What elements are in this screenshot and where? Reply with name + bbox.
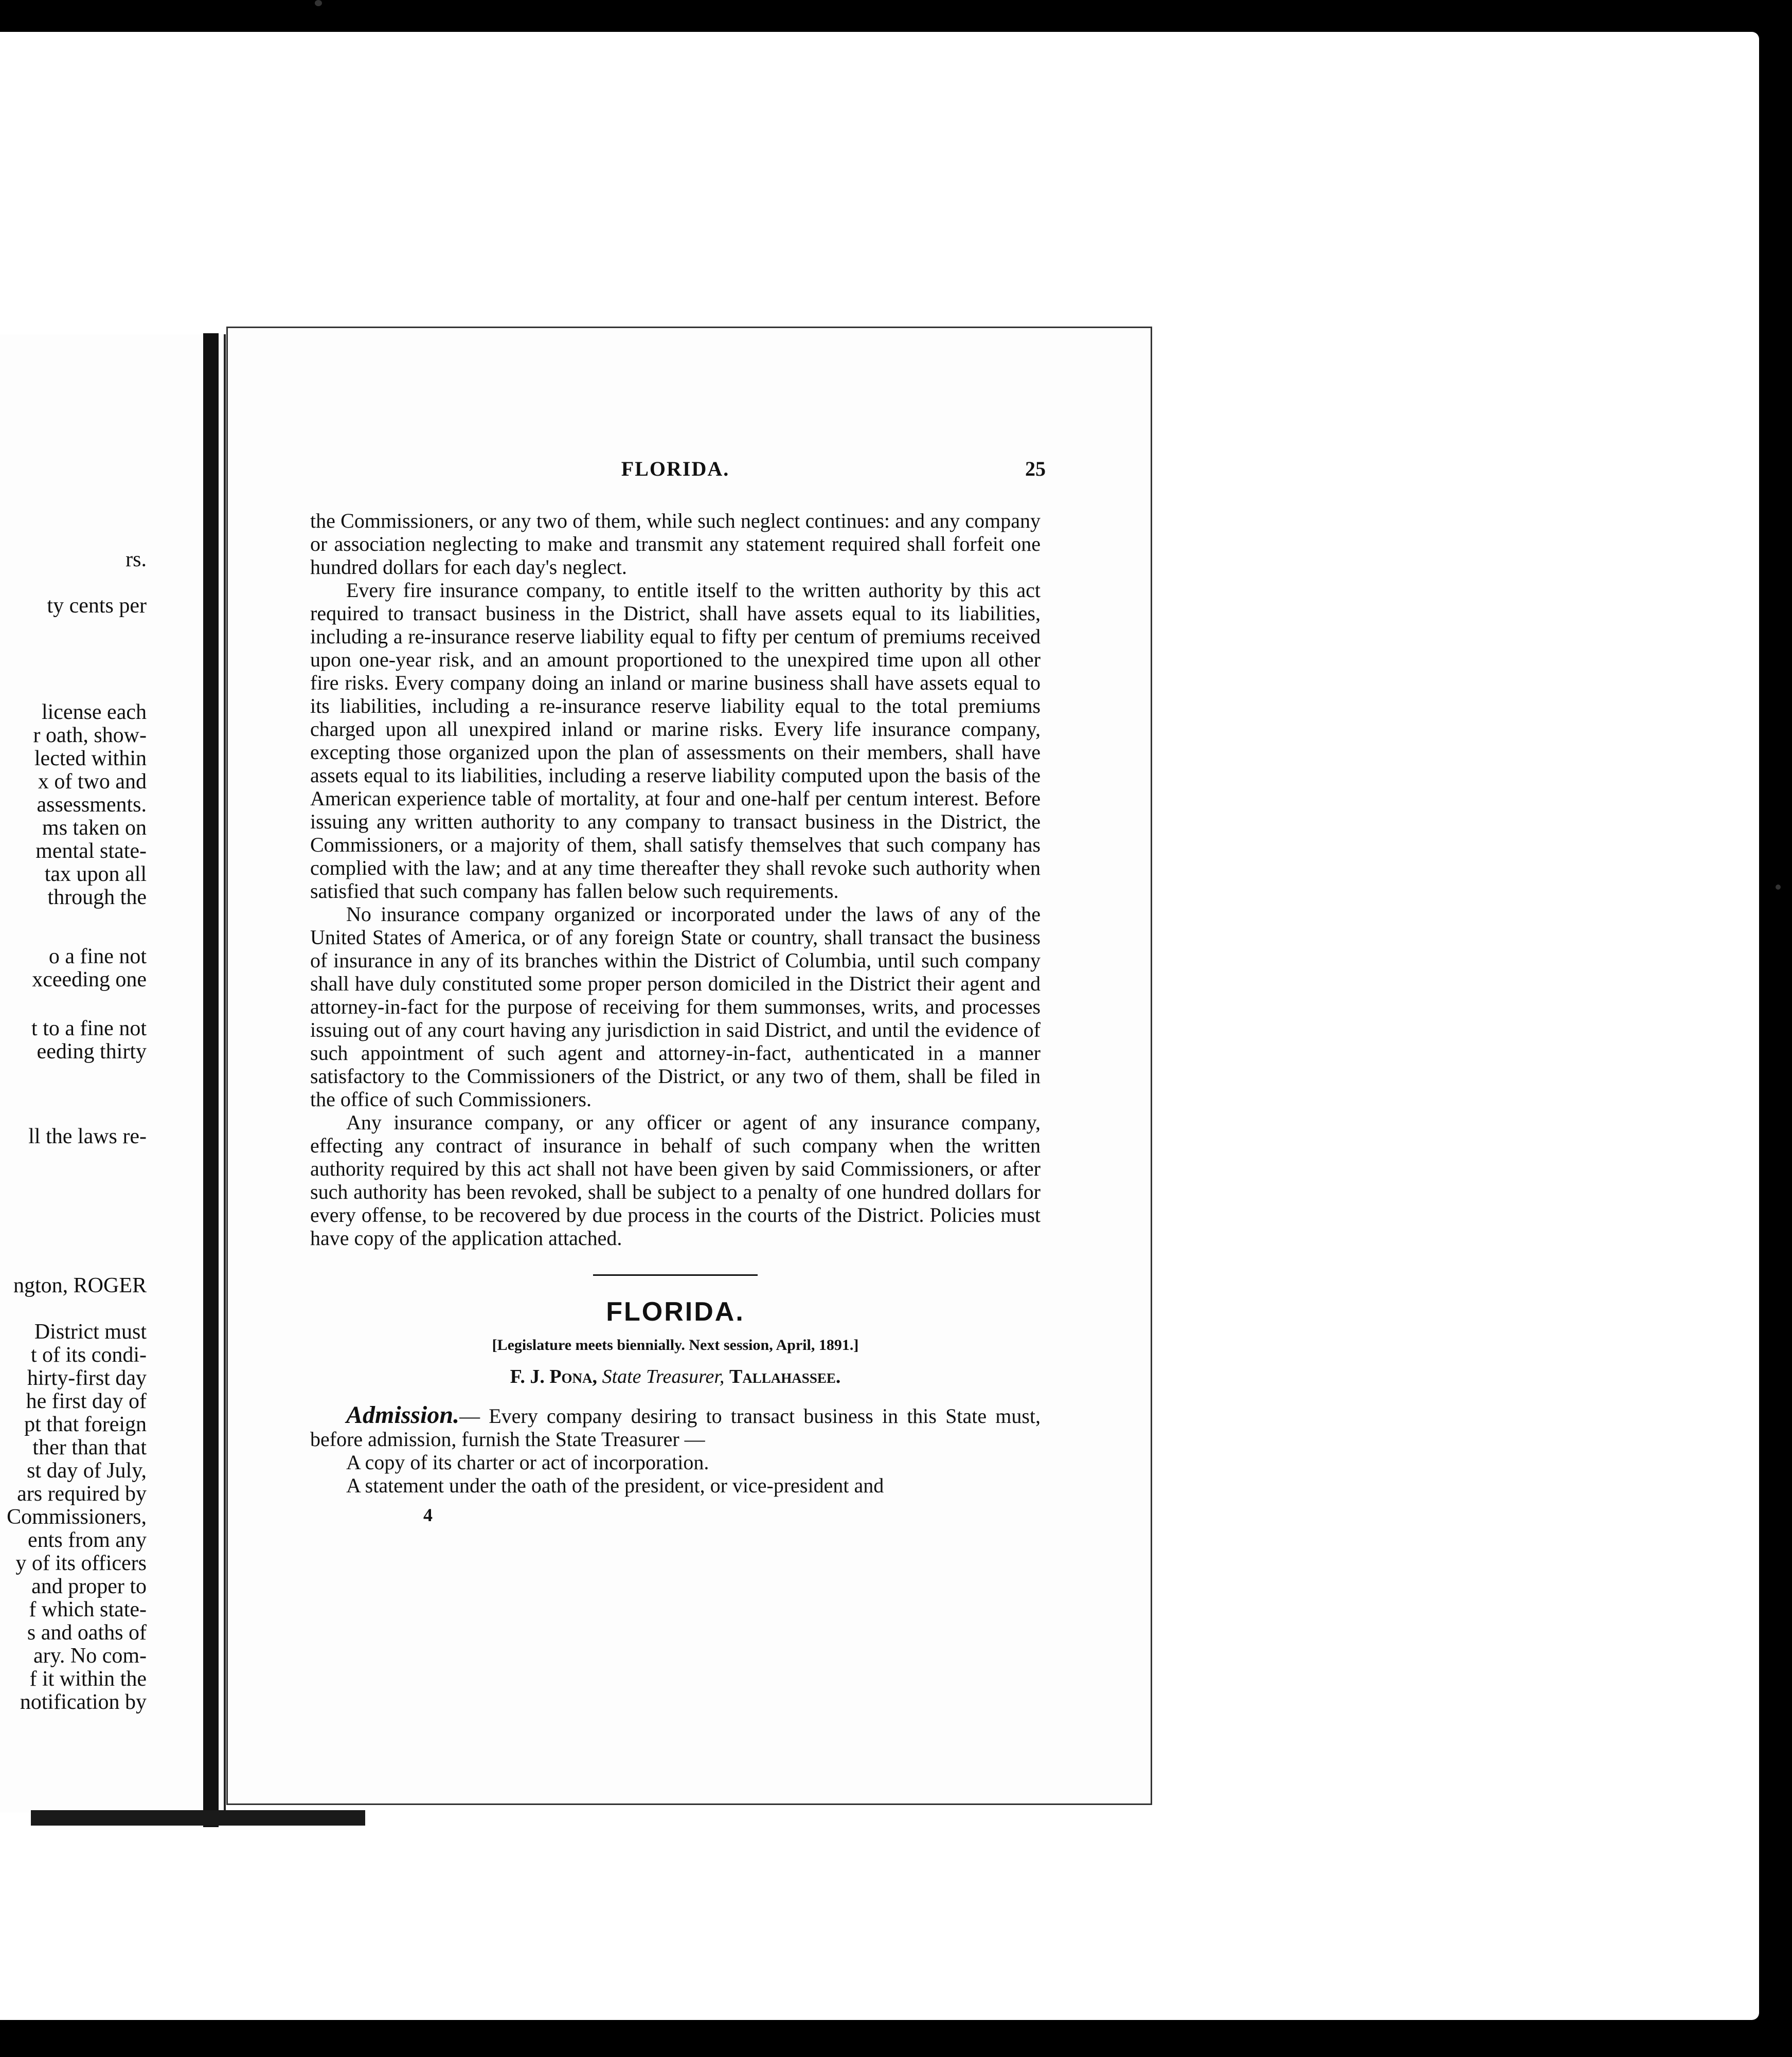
left-page-line: t of its condi-	[30, 1343, 147, 1367]
page-edge-shadow	[31, 1810, 365, 1826]
left-page-line: f it within the	[29, 1667, 147, 1691]
body-text	[310, 509, 1041, 1526]
left-page-line: lected within	[34, 747, 147, 770]
left-page-line: ars required by	[17, 1482, 147, 1506]
requirement-item: A copy of its charter or act of incorporation.	[346, 1451, 709, 1474]
left-page-line: ll the laws re-	[28, 1125, 147, 1148]
left-page-fragment	[0, 334, 226, 1813]
left-page-line: ents from any	[28, 1528, 147, 1552]
left-page-line: y of its officers	[15, 1551, 147, 1575]
treasurer-city: Tallahassee.	[729, 1366, 841, 1387]
legislature-note: [Legislature meets biennially. Next session, April, 1891.]	[492, 1337, 859, 1354]
treasurer-title: State Treasurer,	[602, 1366, 725, 1387]
left-page-line: mental state-	[35, 839, 147, 863]
left-page-line: st day of July,	[27, 1459, 147, 1483]
left-page-line: ngton, ROGER	[13, 1274, 147, 1297]
left-page-line: s and oaths of	[27, 1621, 147, 1645]
left-page-line: ty cents per	[47, 594, 147, 618]
left-page-line: r oath, show-	[33, 724, 147, 747]
left-page-line: tax upon all	[44, 862, 147, 886]
treasurer-name: F. J. Pona,	[510, 1366, 598, 1387]
book-gutter	[203, 333, 219, 1827]
left-page-line: license each	[41, 700, 147, 724]
left-page-line: notification by	[20, 1690, 147, 1714]
left-page-line: assessments.	[37, 793, 147, 817]
main-page	[226, 327, 1152, 1805]
section-divider	[593, 1274, 758, 1276]
page-number: 25	[1025, 457, 1046, 480]
left-page-line: x of two and	[38, 770, 147, 793]
left-page-line: o a fine not	[48, 945, 147, 968]
running-title: FLORIDA.	[621, 457, 730, 480]
running-head	[310, 457, 1046, 488]
left-page-line: and proper to	[31, 1575, 147, 1598]
paragraph: the Commissioners, or any two of them, while such neglect continues: and any company or association neglecting to make and transmit any statement required shall forfeit one hundred dollars for each day's neglect.	[310, 509, 1041, 579]
left-page-line: hirty-first day	[27, 1366, 147, 1390]
requirement-item: A statement under the oath of the president, or vice-president and	[346, 1474, 884, 1497]
signature-mark: 4	[423, 1505, 433, 1525]
left-page-line: rs.	[126, 548, 147, 571]
paragraph: No insurance company organized or incorporated under the laws of any of the United States of America, or of any foreign State or country, shall transact the business of insurance in any of its branches within the District of Columbia, until such company shall have duly constituted some proper person domiciled in the District their agent and attorney-in-fact for the purpose of receiving for them summonses, writs, and processes issuing out of any court having any jurisdiction in said District, and until the evidence of such appointment of such agent and attorney-in-fact, authenticated in a manner satisfactory to the Commissioners of the District, or any two of them, shall be filed in the office of such Commissioners.	[310, 903, 1041, 1111]
left-page-line: he first day of	[26, 1390, 147, 1413]
left-page-line: District must	[34, 1320, 147, 1344]
left-page-line: ther than that	[32, 1436, 147, 1459]
left-page-line: through the	[47, 886, 147, 909]
admission-text: — Every company desiring to transact business in this State must, before admission, furnish the State Treasurer —	[310, 1404, 1041, 1451]
left-page-line: f which state-	[29, 1598, 147, 1621]
left-page-line: t to a fine not	[31, 1017, 147, 1040]
treasurer-line	[310, 1365, 1041, 1388]
paragraph: Any insurance company, or any officer or agent of any insurance company, effecting any contract of insurance in behalf of such company when the written authority required by this act shall not have been given by said Commissioners, or after such authority has been revoked, shall be subject to a penalty of one hundred dollars for every offense, to be recovered by due process in the courts of the District. Policies must have copy of the application attached.	[310, 1111, 1041, 1250]
admission-label: Admission.	[346, 1401, 460, 1429]
paragraph: Every fire insurance company, to entitle itself to the written authority by this act required to transact business in the District, shall have assets equal to its liabilities, including a re-insurance reserve liability equal to fifty per centum of premiums received upon one-year risk, and an amount proportioned to the unexpired time upon all other fire risks. Every company doing an inland or marine business shall have assets equal to its liabilities, including a re-insurance reserve liability equal to the total premiums charged upon all unexpired inland or marine risks. Every life insurance company, excepting those organized upon the plan of assessments on their members, shall have assets equal to its liabilities, including a reserve liability computed upon the basis of the American experience table of mortality, at four and one-half per centum interest. Before issuing any written authority to any company to transact business in the District, the Commissioners, or a majority of them, shall satisfy themselves that such company has complied with the law; and at any time thereafter they shall revoke such authority when satisfied that such company has fallen below such requirements.	[310, 579, 1041, 903]
left-page-line: eeding thirty	[37, 1040, 147, 1063]
scan-speck	[315, 0, 322, 6]
left-page-line: xceeding one	[32, 968, 147, 991]
left-page-line: ary. No com-	[33, 1644, 147, 1668]
section-heading: FLORIDA.	[606, 1297, 745, 1327]
left-page-line: Commissioners,	[7, 1505, 147, 1529]
admission-paragraph	[310, 1403, 1041, 1451]
left-page-line: ms taken on	[42, 816, 147, 840]
left-page-line: pt that foreign	[24, 1413, 147, 1436]
scan-speck	[1776, 885, 1781, 890]
